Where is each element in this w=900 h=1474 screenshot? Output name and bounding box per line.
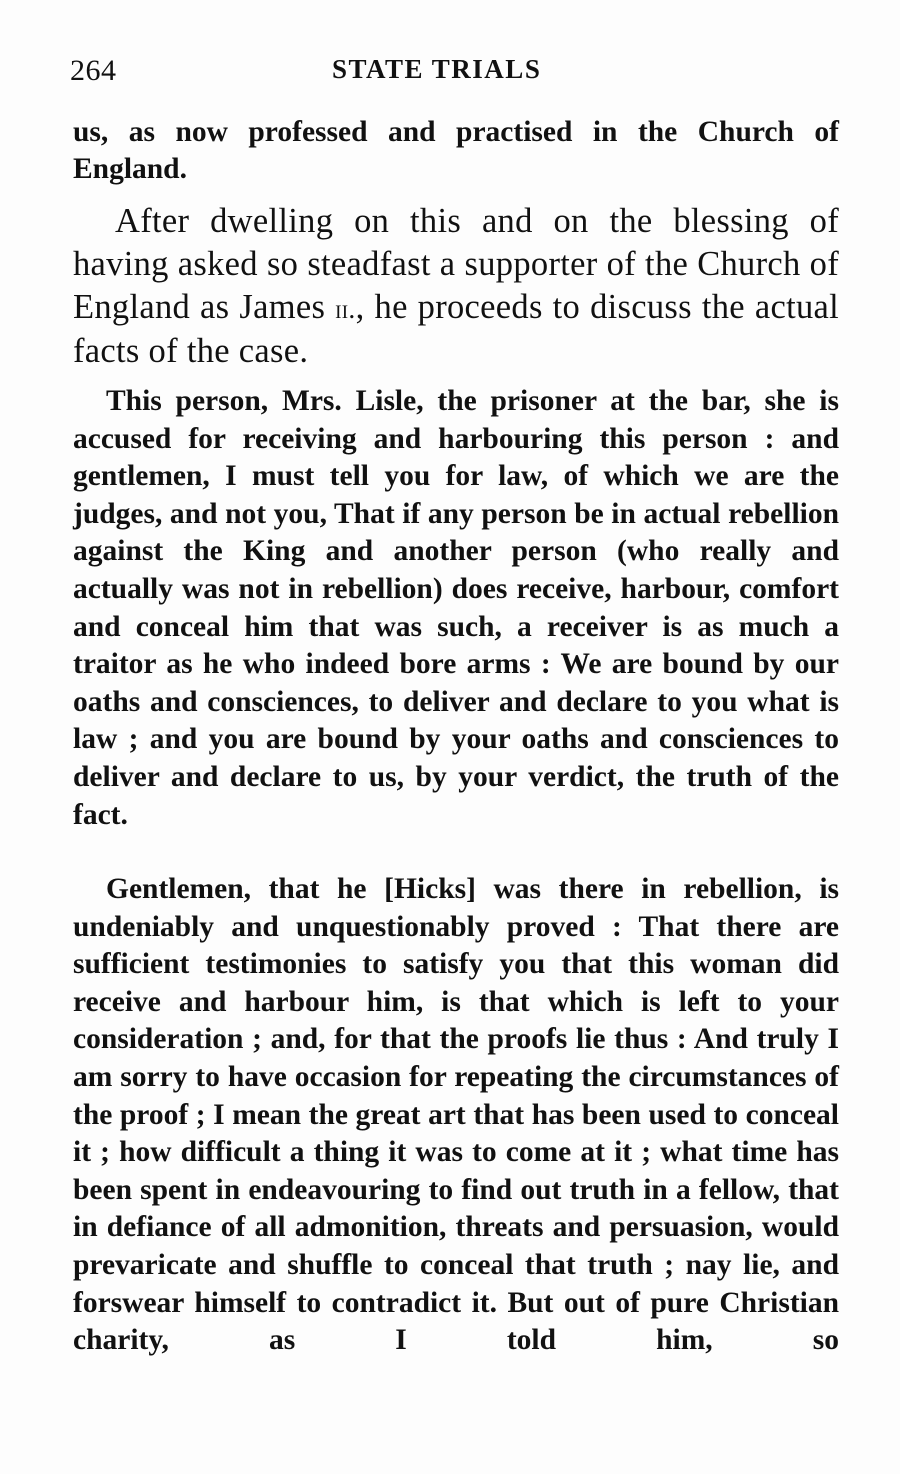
running-head (70, 54, 840, 94)
running-title: STATE TRIALS (332, 54, 542, 84)
narrative-text-after: , he proceeds to discuss the actual facts of the case. (73, 288, 840, 370)
narrative-paragraph (73, 200, 839, 373)
quoted-paragraph-1: This person, Mrs. Lisle, the prisoner at the bar, she is accused for receiving and harbouring this person : and gentlemen, I must tell you for law, of which we are the judges, and not you, That if any person be in actual rebellion against the King and another person (who really and actually was not in rebellion) does receive, harbour, comfort and conceal him that was such, a receiver is as much a traitor as he who indeed bore arms : We are bound by our oaths and consciences, to deliver and declare to you what is law ; and you are bound by your oaths and consciences to deliver and declare to us, by your verdict, the truth of the fact. (73, 385, 839, 831)
continued-quote-fragment: us, as now professed and practised in the Church of England. (73, 116, 839, 185)
regnal-numeral: ii. (335, 293, 356, 324)
narrative-text-before: After dwelling on this and on the blessing of having asked so steadfast a supporter of the Church of England as James (73, 202, 839, 326)
quoted-paragraph-2: Gentlemen, that he [Hicks] was there in rebellion, is undeniably and unquestionably proved : That there are sufficient testimonies to satisfy you that this woman did receive and harbour him, is that which is left to your consideration ; and, for that the proofs lie thus : And truly I am sorry to have occasion for repeating the circumstances of the proof ; I mean the great art that has been used to conceal it ; how difficult a thing it was to come at it ; what time has been spent in endeavouring to find out truth in a fellow, that in defiance of all admonition, threats and persuasion, would prevaricate and shuffle to conceal that truth ; nay lie, and forswear himself to contradict it. But out of pure Christian charity, as I told him, so (73, 873, 839, 1357)
page-number: 264 (70, 54, 117, 87)
